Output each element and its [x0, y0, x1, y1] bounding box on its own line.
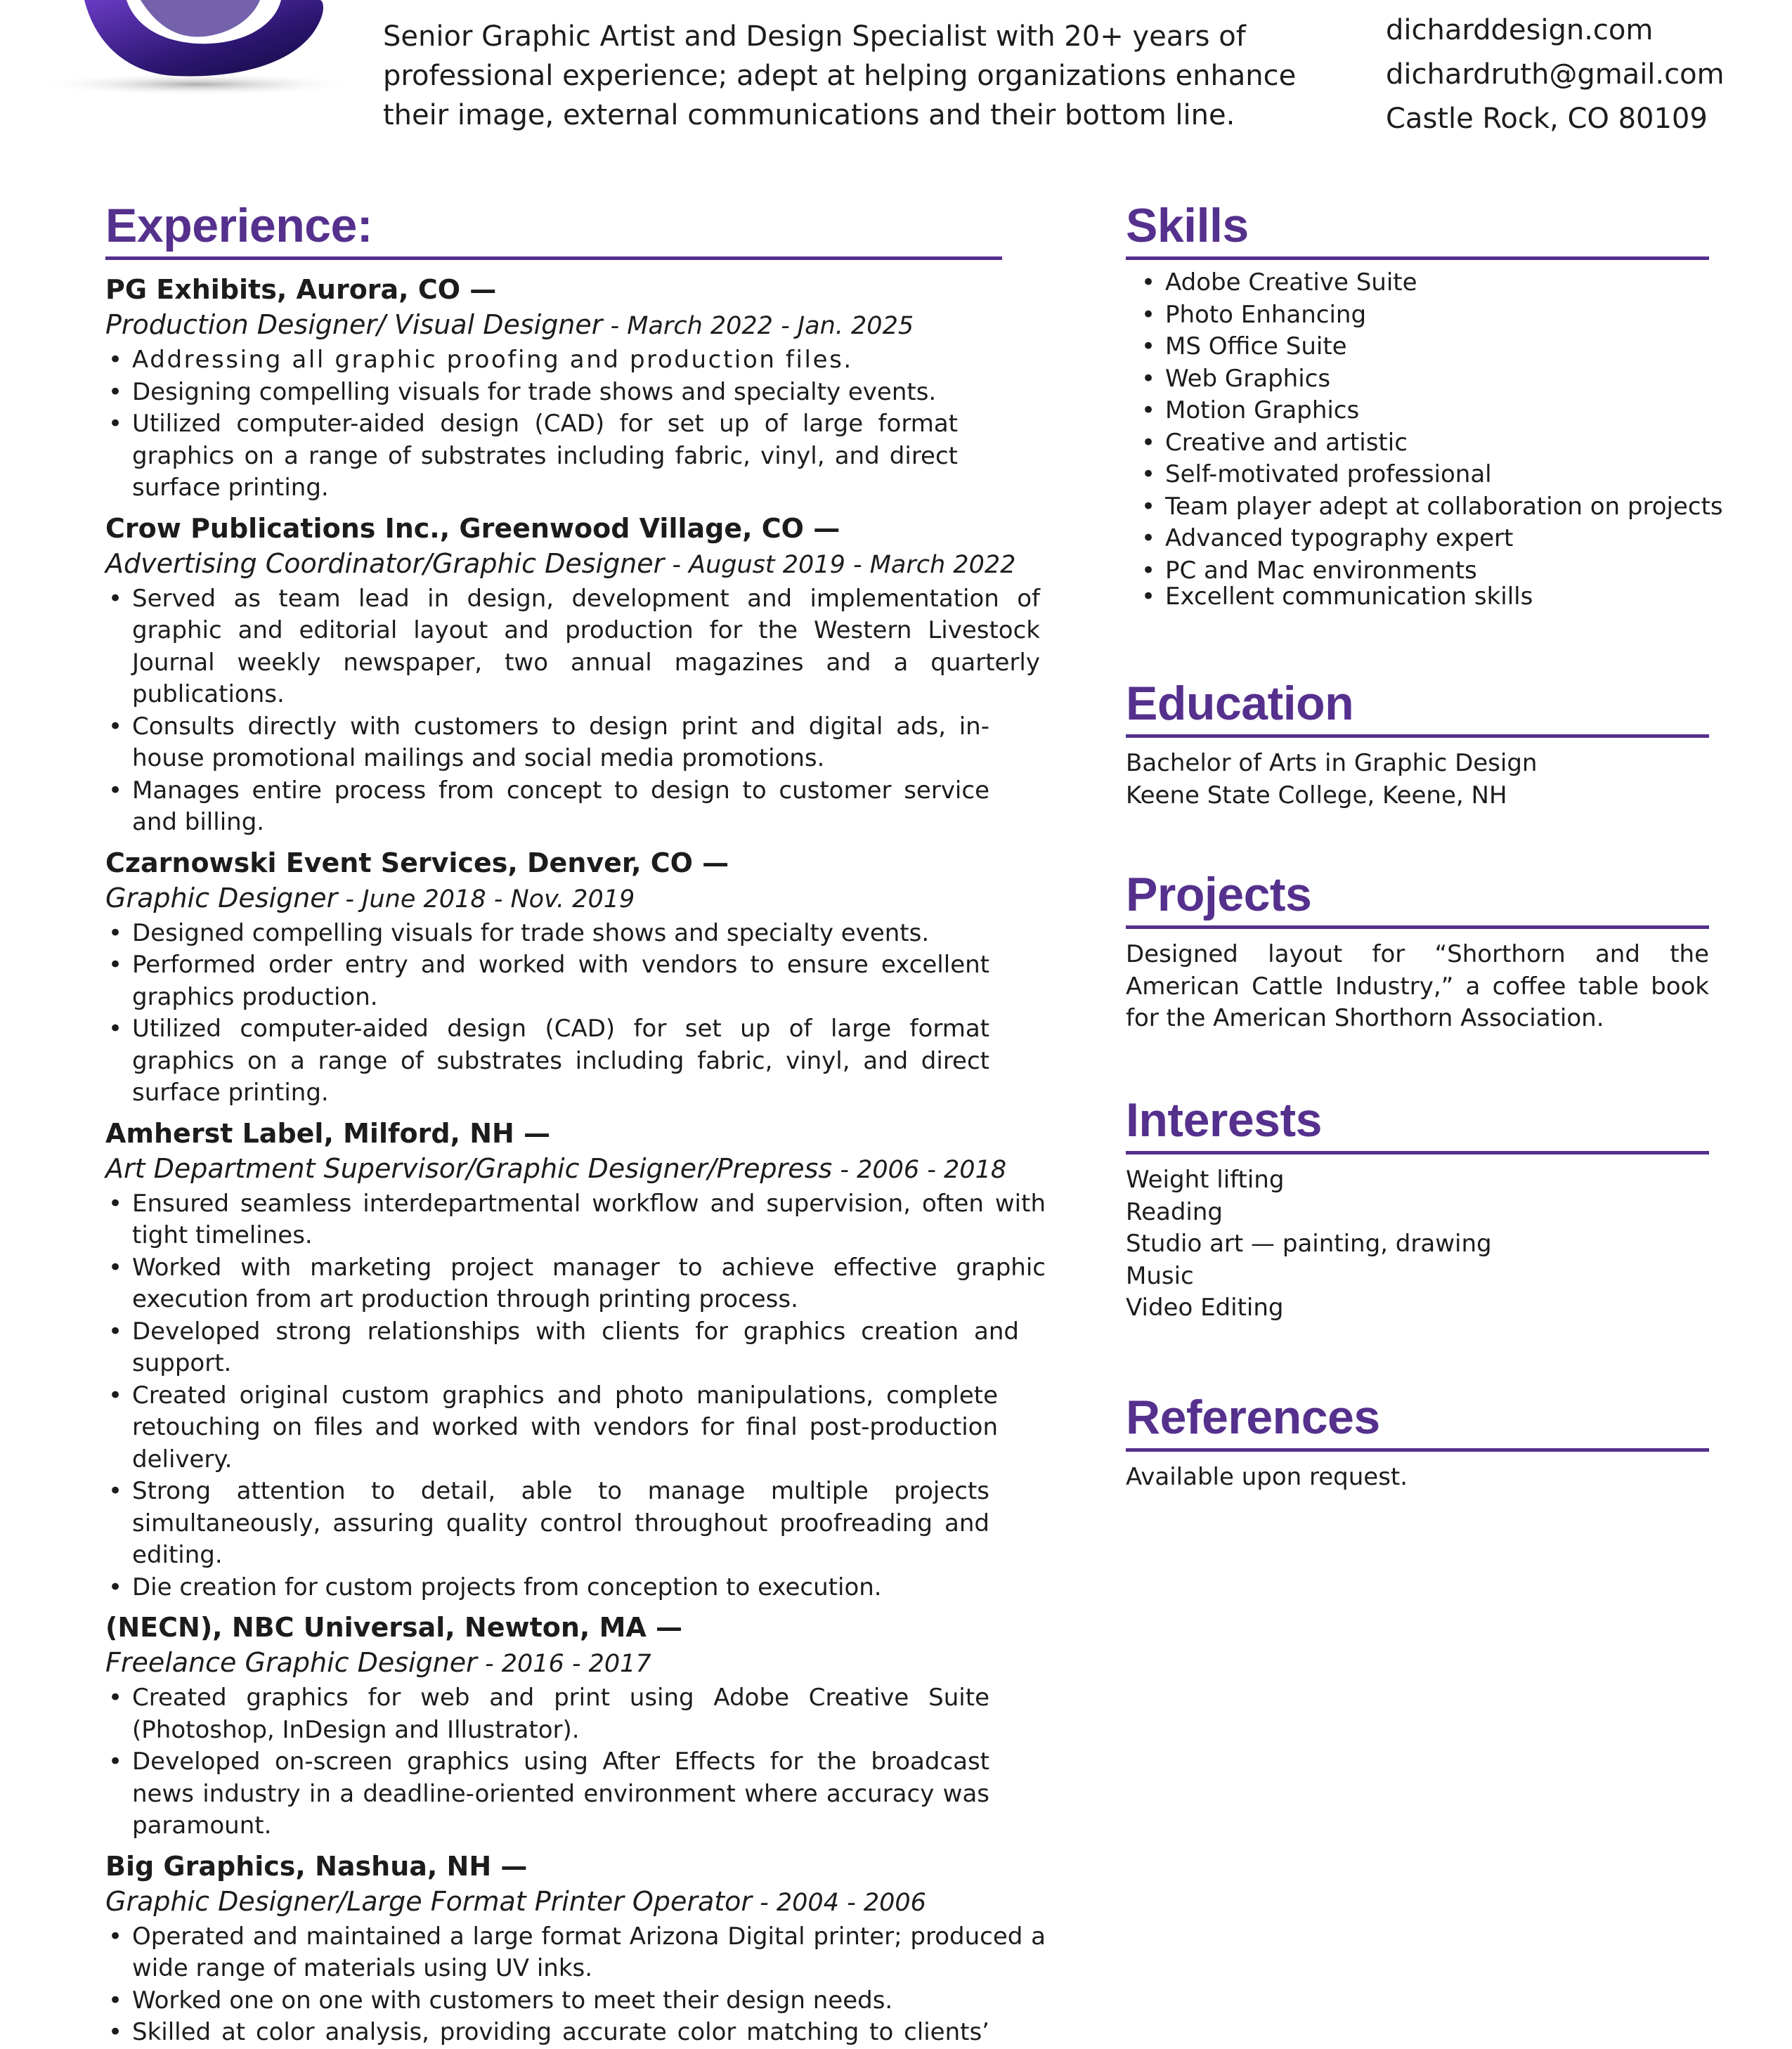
website-link[interactable]: dicharddesign.com: [1386, 14, 1654, 46]
list-item: Video Editing: [1126, 1294, 1284, 1322]
list-item: • Team player adept at collaboration on projects: [1126, 491, 1709, 523]
job-dates: - 2006 - 2018: [832, 1155, 1007, 1184]
job-dates: - March 2022 - Jan. 2025: [602, 312, 914, 340]
interests-heading: Interests: [1126, 1093, 1322, 1147]
section-divider: [1126, 925, 1709, 929]
section-divider: [1126, 256, 1709, 260]
list-item: • PC and Mac environments: [1126, 555, 1709, 587]
list-item: • MS Office Suite: [1126, 331, 1709, 363]
list-item: • Ensured seamless interdepartmental workflow and supervision, often with tight timelines.: [105, 1188, 1046, 1252]
list-item: • Served as team lead in design, development and implementation of graphic and editorial layout and production for the Western Livestock Journal weekly newspaper, two annual magazines and a quarterly publications.: [105, 583, 1040, 711]
job-role: [105, 1883, 1054, 1921]
job-entry: [105, 1611, 1054, 1842]
references-text: Available upon request.: [1126, 1463, 1408, 1491]
email-link[interactable]: dichardruth@gmail.com: [1386, 58, 1725, 91]
projects-section: [1126, 866, 1709, 1035]
job-bullets: [105, 1188, 1054, 1604]
list-item: • Worked one on one with customers to meet their design needs.: [105, 1985, 1019, 2017]
swirl-logo-icon: [28, 0, 365, 105]
job-company: Czarnowski Event Services, Denver, CO —: [105, 847, 729, 878]
job-title: Advertising Coordinator/Graphic Designer: [105, 547, 665, 579]
job-entry: [105, 512, 1054, 839]
references-section: [1126, 1388, 1709, 1494]
job-company: PG Exhibits, Aurora, CO —: [105, 274, 497, 305]
degree-text: Bachelor of Arts in Graphic Design: [1126, 749, 1538, 777]
section-divider: [1126, 1151, 1709, 1154]
school-text: Keene State College, Keene, NH: [1126, 781, 1507, 809]
job-bullets: [105, 1682, 1054, 1842]
list-item: • Designed compelling visuals for trade shows and specialty events.: [105, 918, 1019, 950]
list-item: • Utilized computer-aided design (CAD) for set up of large format graphics on a range of substrates including fabric, vinyl, and direct surface printing.: [105, 1013, 989, 1110]
list-item: • Self-motivated professional: [1126, 459, 1709, 491]
interests-section: [1126, 1091, 1709, 1325]
section-divider: [1126, 734, 1709, 738]
education-heading: Education: [1126, 677, 1354, 730]
list-item: • Worked with marketing project manager to achieve effective graphic execution from art production through printing process.: [105, 1252, 1046, 1316]
job-entry: [105, 1117, 1054, 1604]
job-bullets: [105, 344, 1054, 505]
list-item: • Operated and maintained a large format Arizona Digital printer; produced a wide range of materials using UV inks.: [105, 1921, 1046, 1985]
list-item: • Motion Graphics: [1126, 395, 1709, 427]
list-item: • Designing compelling visuals for trade shows and specialty events.: [105, 377, 1019, 409]
job-bullets: [105, 583, 1054, 839]
list-item: • Adobe Creative Suite: [1126, 267, 1709, 299]
list-item: • Photo Enhancing: [1126, 299, 1709, 332]
job-title: Graphic Designer/Large Format Printer Operator: [105, 1885, 753, 1917]
projects-text: Designed layout for “Shorthorn and the American Cattle Industry,” a coffee table book for the American Shorthorn Association.: [1126, 940, 1709, 1032]
list-item: • Addressing all graphic proofing and production files.: [105, 344, 1019, 377]
job-entry: [105, 846, 1054, 1110]
job-bullets: [105, 918, 1054, 1110]
list-item: • Created graphics for web and print using Adobe Creative Suite (Photoshop, InDesign and Illustrator).: [105, 1682, 989, 1746]
job-title: Graphic Designer: [105, 882, 338, 913]
skills-list: [1126, 267, 1723, 613]
list-item: • Created original custom graphics and photo manipulations, complete retouching on files and worked with vendors for final post-production delivery.: [105, 1380, 998, 1476]
tagline: Senior Graphic Artist and Design Specialist with 20+ years of professional experience; adept at helping organizations enhance their image, external communications and their bottom line.: [383, 20, 1297, 131]
list-item: • Web Graphics: [1126, 363, 1709, 396]
list-item: • Consults directly with customers to design print and digital ads, in-house promotional mailings and social media promotions.: [105, 711, 989, 775]
job-title: Freelance Graphic Designer: [105, 1647, 477, 1678]
list-item: • Excellent communication skills: [1126, 581, 1709, 613]
experience-section: [105, 197, 1054, 2049]
list-item: Reading: [1126, 1197, 1223, 1226]
section-divider: [1126, 1448, 1709, 1452]
section-divider: [105, 256, 1002, 260]
job-role: [105, 880, 1054, 918]
projects-heading: Projects: [1126, 868, 1312, 921]
job-role: [105, 545, 1054, 583]
job-company: Amherst Label, Milford, NH —: [105, 1117, 551, 1149]
list-item: Studio art — painting, drawing: [1126, 1230, 1492, 1258]
list-item: • Advanced typography expert: [1126, 523, 1709, 555]
job-role: [105, 306, 1054, 344]
job-dates: - June 2018 - Nov. 2019: [337, 885, 635, 913]
job-entry: [105, 273, 1054, 505]
list-item: • Strong attention to detail, able to manage multiple projects simultaneously, assuring quality control throughout proofreading and editing.: [105, 1476, 989, 1572]
job-role: [105, 1644, 1054, 1682]
job-dates: - 2016 - 2017: [476, 1650, 651, 1678]
list-item: • Die creation for custom projects from conception to execution.: [105, 1572, 1019, 1604]
job-company: Big Graphics, Nashua, NH —: [105, 1850, 528, 1882]
list-item: • Manages entire process from concept to design to customer service and billing.: [105, 775, 989, 839]
job-entry: [105, 1849, 1054, 2049]
list-item: • Performed order entry and worked with vendors to ensure excellent graphics production.: [105, 949, 989, 1013]
skills-section: [1126, 197, 1723, 613]
job-dates: - August 2019 - March 2022: [664, 550, 1016, 579]
contact-block: [1386, 8, 1779, 141]
list-item: Music: [1126, 1261, 1194, 1290]
job-company: Crow Publications Inc., Greenwood Village, CO —: [105, 512, 840, 544]
job-role: [105, 1150, 1054, 1188]
list-item: Weight lifting: [1126, 1166, 1285, 1194]
experience-heading: Experience:: [105, 199, 373, 252]
location-text: Castle Rock, CO 80109: [1386, 103, 1708, 135]
references-heading: References: [1126, 1391, 1380, 1444]
list-item: • Developed strong relationships with clients for graphics creation and support.: [105, 1316, 1019, 1380]
job-dates: - 2004 - 2006: [752, 1888, 926, 1917]
education-section: [1126, 675, 1709, 812]
list-item: • Utilized computer-aided design (CAD) for set up of large format graphics on a range of substrates including fabric, vinyl, and direct surface printing.: [105, 408, 958, 505]
list-item: • Skilled at color analysis, providing accurate color matching to clients’: [105, 2017, 989, 2049]
list-item: • Creative and artistic: [1126, 427, 1709, 460]
job-title: Production Designer/ Visual Designer: [105, 309, 603, 340]
list-item: • Developed on-screen graphics using After Effects for the broadcast news industry in a deadline-oriented environment where accuracy was paramount.: [105, 1746, 989, 1842]
skills-heading: Skills: [1126, 199, 1249, 252]
job-company: (NECN), NBC Universal, Newton, MA —: [105, 1612, 683, 1643]
job-title: Art Department Supervisor/Graphic Designer/Prepress: [105, 1152, 833, 1184]
job-bullets: [105, 1921, 1054, 2049]
